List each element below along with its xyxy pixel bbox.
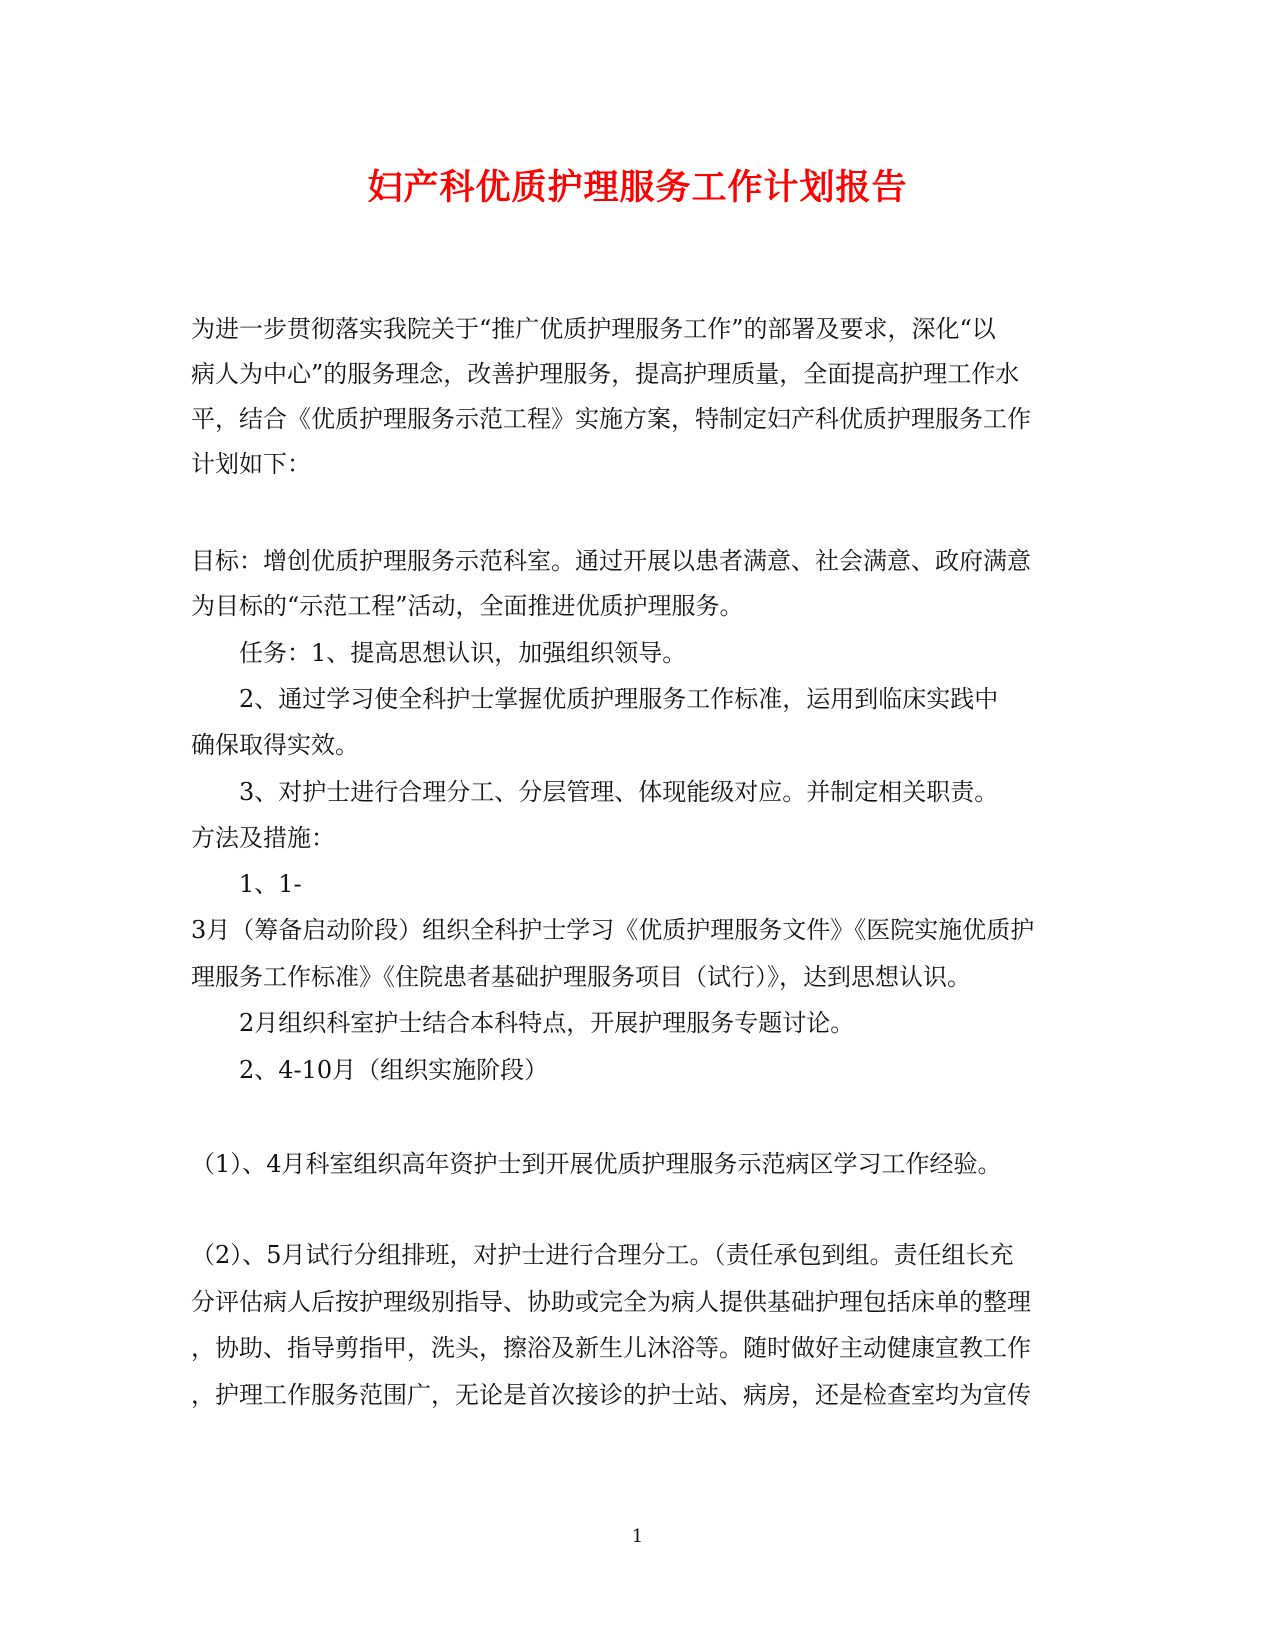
intro-line-1: 为进一步贯彻落实我院关于“推广优质护理服务工作”的部署及要求，深化“以 bbox=[191, 315, 996, 343]
item-2-line-1: （2）、5月试行分组排班，对护士进行合理分工。（责任承包到组。责任组长充 bbox=[191, 1241, 1014, 1269]
task-2-line-1: 2、通过学习使全科护士掌握优质护理服务工作标准，运用到临床实践中 bbox=[239, 685, 999, 713]
methods-heading: 方法及措施： bbox=[191, 824, 335, 852]
method-1-line-2: 3月（筹备启动阶段）组织全科护士学习《优质护理服务文件》《医院实施优质护 bbox=[191, 916, 1035, 944]
intro-line-3: 平，结合《优质护理服务示范工程》实施方案，特制定妇产科优质护理服务工作 bbox=[191, 405, 1031, 433]
task-1: 任务：1、提高思想认识，加强组织领导。 bbox=[239, 639, 687, 667]
item-2-line-4: ，护理工作服务范围广，无论是首次接诊的护士站、病房，还是检查室均为宣传 bbox=[191, 1381, 1031, 1409]
method-2: 2、4-10月（组织实施阶段） bbox=[239, 1056, 549, 1084]
page-number: 1 bbox=[631, 1526, 644, 1547]
method-1-line-1: 1、1- bbox=[239, 870, 302, 898]
method-1-line-3: 理服务工作标准》《住院患者基础护理服务项目（试行）》，达到思想认识。 bbox=[191, 963, 971, 991]
item-2-line-2: 分评估病人后按护理级别指导、协助或完全为病人提供基础护理包括床单的整理 bbox=[191, 1288, 1031, 1316]
intro-line-2: 病人为中心”的服务理念，改善护理服务，提高护理质量，全面提高护理工作水 bbox=[191, 360, 1020, 388]
task-2-line-2: 确保取得实效。 bbox=[191, 731, 359, 759]
item-2-line-3: ，协助、指导剪指甲，洗头，擦浴及新生儿沐浴等。随时做好主动健康宣教工作 bbox=[191, 1334, 1031, 1362]
method-1-line-4: 2月组织科室护士结合本科特点，开展护理服务专题讨论。 bbox=[239, 1009, 855, 1037]
goal-line-2: 为目标的“示范工程”活动，全面推进优质护理服务。 bbox=[191, 592, 744, 620]
document-title: 妇产科优质护理服务工作计划报告 bbox=[367, 167, 908, 208]
intro-line-4: 计划如下： bbox=[191, 450, 311, 478]
item-1: （1）、4月科室组织高年资护士到开展优质护理服务示范病区学习工作经验。 bbox=[191, 1150, 1002, 1178]
task-3: 3、对护士进行合理分工、分层管理、体现能级对应。并制定相关职责。 bbox=[239, 778, 999, 806]
goal-line-1: 目标：增创优质护理服务示范科室。通过开展以患者满意、社会满意、政府满意 bbox=[191, 547, 1031, 575]
